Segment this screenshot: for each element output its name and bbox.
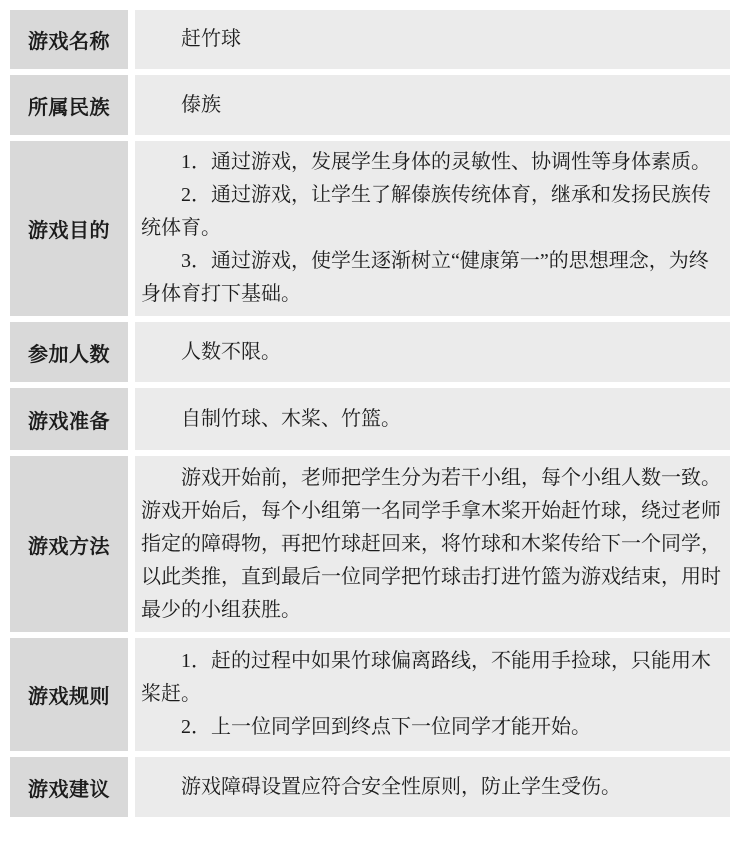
row-label <box>10 141 128 316</box>
table-row <box>10 757 730 817</box>
row-label <box>10 10 128 69</box>
row-label-text: 游戏方法 <box>28 535 110 558</box>
paragraph: 人数不限。 <box>181 340 281 363</box>
paragraph: 3．通过游戏，使学生逐渐树立“健康第一”的思想理念，为终身体育打下基础。 <box>141 250 709 305</box>
row-content <box>135 322 730 382</box>
row-label <box>10 388 128 450</box>
paragraph: 游戏开始前，老师把学生分为若干小组，每个小组人数一致。游戏开始后，每个小组第一名同学手拿木桨开始赶竹球，绕过老师指定的障碍物，再把竹球赶回来，将竹球和木桨传给下一个同学，以此类推，直到最后一位同学把竹球击打进竹篮为游戏结束，用时最少的小组获胜。 <box>141 466 721 621</box>
paragraph: 傣族 <box>181 93 221 116</box>
row-label <box>10 638 128 751</box>
paragraph: 赶竹球 <box>181 28 241 50</box>
paragraph: 游戏障碍设置应符合安全性原则，防止学生受伤。 <box>181 775 621 798</box>
row-content <box>135 757 730 817</box>
game-info-table <box>10 10 730 823</box>
row-content <box>135 456 730 632</box>
row-label-text: 所属民族 <box>28 96 110 119</box>
paragraph: 2．通过游戏，让学生了解傣族传统体育，继承和发扬民族传统体育。 <box>141 184 711 239</box>
row-label-text: 参加人数 <box>28 343 110 366</box>
table-row <box>10 322 730 382</box>
row-label <box>10 757 128 817</box>
row-label-text: 游戏建议 <box>28 778 110 801</box>
row-label <box>10 322 128 382</box>
row-label-text: 游戏目的 <box>28 220 110 242</box>
table-row <box>10 10 730 69</box>
table-row <box>10 456 730 632</box>
row-content <box>135 388 730 450</box>
paragraph: 1．通过游戏，发展学生身体的灵敏性、协调性等身体素质。 <box>181 151 711 173</box>
table-row <box>10 75 730 135</box>
row-content <box>135 75 730 135</box>
row-label-text: 游戏名称 <box>28 31 110 53</box>
paragraph: 1．赶的过程中如果竹球偏离路线，不能用手捡球，只能用木桨赶。 <box>141 650 711 705</box>
row-label <box>10 75 128 135</box>
table-row <box>10 388 730 450</box>
row-label-text: 游戏规则 <box>28 686 110 708</box>
table-row <box>10 141 730 316</box>
table-row <box>10 638 730 751</box>
row-label-text: 游戏准备 <box>28 410 110 433</box>
paragraph: 2．上一位同学回到终点下一位同学才能开始。 <box>181 716 591 738</box>
row-content <box>135 638 730 751</box>
paragraph: 自制竹球、木桨、竹篮。 <box>181 407 401 430</box>
row-content <box>135 10 730 69</box>
row-content <box>135 141 730 316</box>
row-label <box>10 456 128 632</box>
